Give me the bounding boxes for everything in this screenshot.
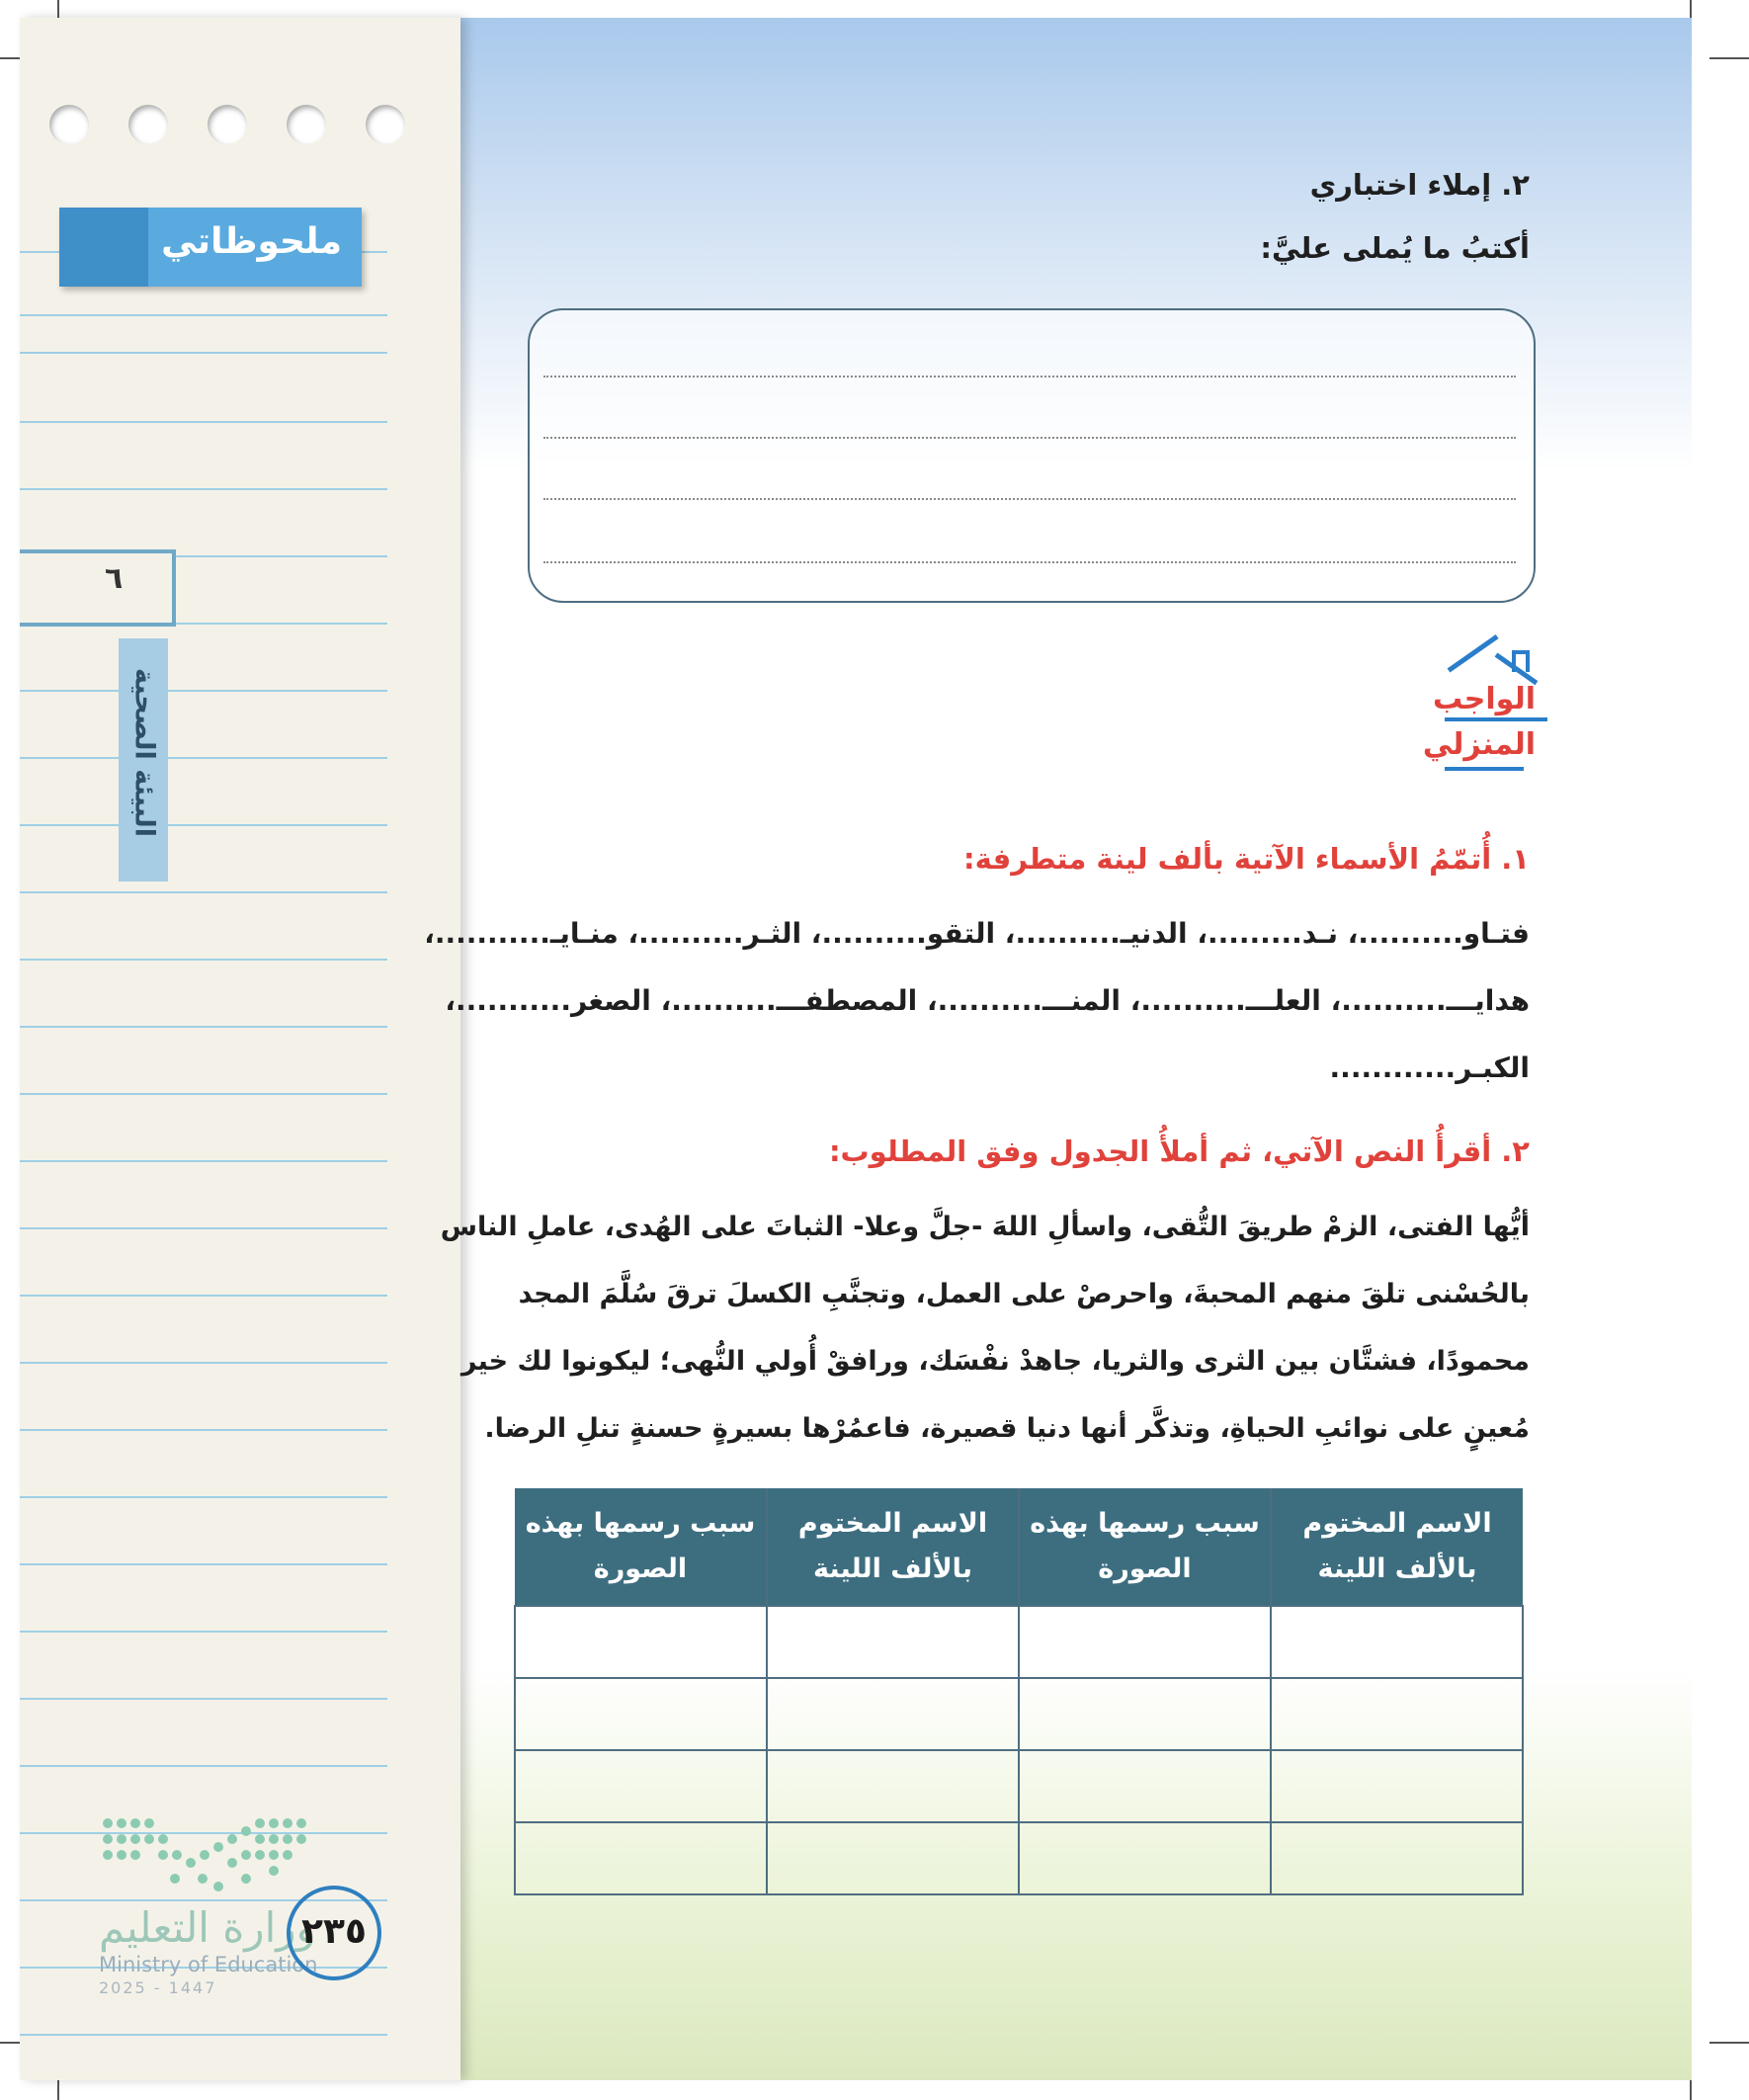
writing-line: [543, 376, 1516, 378]
table-cell[interactable]: [1019, 1678, 1271, 1750]
binder-hole: [366, 105, 405, 144]
ruled-line: [20, 1631, 387, 1633]
q2-paragraph-line: أيُّها الفتى، الزمْ طريقَ التُّقى، واسألِ اللهَ -جلَّ وعلا- الثباتَ على الهُدى، عاملِ الناس: [440, 1212, 1530, 1242]
table-row: [515, 1750, 1523, 1822]
ministry-name-arabic: وزارة التعليم: [99, 1903, 316, 1952]
ruled-line: [20, 757, 387, 759]
binder-hole: [287, 105, 326, 144]
table-row: [515, 1606, 1523, 1678]
table-cell[interactable]: [767, 1822, 1019, 1894]
table-cell[interactable]: [1019, 1606, 1271, 1678]
writing-line: [543, 437, 1516, 439]
q1-word-line: الكبـر............: [1329, 1051, 1530, 1084]
answer-table: [514, 1488, 1524, 1895]
homework-badge: [1422, 652, 1540, 781]
table-row: [515, 1822, 1523, 1894]
ruled-line: [20, 824, 387, 826]
ruled-line: [20, 1362, 387, 1364]
notes-label: ملحوظاتي: [161, 221, 342, 262]
ruled-line: [20, 1832, 387, 1834]
writing-line: [543, 561, 1516, 563]
ruled-line: [20, 488, 387, 490]
ruled-line: [20, 1227, 387, 1229]
table-header-cell: الاسم المختوم بالألف اللينة: [767, 1488, 1019, 1606]
table-header-row: [515, 1488, 1523, 1606]
q1-word-line: فتـاو..........، نـد.........، الدنيـ..........، التقو..........، الثـر..........، منـايـ...........،: [424, 917, 1530, 950]
ruled-line: [20, 1295, 387, 1297]
notes-tab: [59, 208, 362, 287]
crop-mark: [1709, 2042, 1749, 2044]
ruled-line: [20, 1093, 387, 1095]
table-cell[interactable]: [515, 1822, 767, 1894]
writing-line: [543, 498, 1516, 500]
table-cell[interactable]: [1271, 1678, 1523, 1750]
ruled-line: [20, 314, 387, 316]
page-number-circle: [287, 1886, 381, 1980]
dictation-heading: ٢. إملاء اختباري: [1309, 168, 1530, 202]
ruled-line: [20, 352, 387, 354]
homework-label-line2: المنزلي: [1422, 727, 1536, 762]
q2-paragraph-line: محمودًا، فشتَّان بين الثرى والثريا، جاهدْ نفْسَك، ورافقْ أُولي النُّهى؛ ليكونوا لك خير: [460, 1346, 1530, 1377]
table-cell[interactable]: [767, 1750, 1019, 1822]
unit-number: ٦: [105, 561, 124, 596]
ruled-line: [20, 959, 387, 961]
homework-label-line1: الواجب: [1432, 682, 1536, 716]
ruled-line: [20, 1563, 387, 1565]
ruled-line: [20, 421, 387, 423]
table-header-cell: سبب رسمها بهذه الصورة: [515, 1488, 767, 1606]
ministry-year: 2025 - 1447: [99, 1978, 217, 1997]
ruled-line: [20, 1160, 387, 1162]
table-cell[interactable]: [1271, 1606, 1523, 1678]
ruled-line: [20, 1496, 387, 1498]
ruled-line: [20, 690, 387, 692]
table-cell[interactable]: [1271, 1750, 1523, 1822]
table-cell[interactable]: [1019, 1822, 1271, 1894]
table-cell[interactable]: [767, 1678, 1019, 1750]
table-cell[interactable]: [1271, 1822, 1523, 1894]
table-cell[interactable]: [515, 1606, 767, 1678]
ministry-name-english: Ministry of Education: [99, 1953, 318, 1976]
dictation-instruction: أكتبُ ما يُملى عليَّ:: [1260, 231, 1530, 265]
unit-number-box: [20, 549, 176, 627]
q1-word-line: هدايـــ..........، العلـــ..........، المنـــ..........، المصطفـــ..........، الصغر...........،: [445, 984, 1530, 1017]
binder-hole: [128, 105, 168, 144]
notes-sidebar: [20, 18, 460, 2080]
homework-q2-heading: ٢. أقرأُ النص الآتي، ثم أملأُ الجدول وفق المطلوب:: [828, 1134, 1530, 1168]
binder-hole: [208, 105, 247, 144]
ruled-line: [20, 1765, 387, 1767]
table-row: [515, 1678, 1523, 1750]
table-cell[interactable]: [1019, 1750, 1271, 1822]
q2-paragraph-line: مُعينٍ على نوائبِ الحياةِ، وتذكَّر أنها دنيا قصيرة، فاعمُرْها بسيرةٍ حسنةٍ تنلِ الرضا.: [484, 1413, 1530, 1444]
ruled-line: [20, 891, 387, 893]
table-cell[interactable]: [515, 1750, 767, 1822]
binder-hole: [49, 105, 89, 144]
dictation-writing-box[interactable]: [528, 308, 1536, 603]
page-number: ٢٣٥: [301, 1911, 367, 1952]
table-cell[interactable]: [515, 1678, 767, 1750]
table-header-cell: الاسم المختوم بالألف اللينة: [1271, 1488, 1523, 1606]
ruled-line: [20, 2034, 387, 2036]
ruled-line: [20, 1698, 387, 1700]
crop-mark: [1709, 57, 1749, 59]
homework-q1-heading: ١. أُتمّمُ الأسماء الآتية بألف لينة متطرفة:: [963, 842, 1530, 876]
unit-ribbon: [119, 638, 168, 882]
unit-title: البيئة الصحية: [128, 667, 160, 838]
table-header-cell: سبب رسمها بهذه الصورة: [1019, 1488, 1271, 1606]
table-cell[interactable]: [767, 1606, 1019, 1678]
ruled-line: [20, 1026, 387, 1028]
ruled-line: [20, 1429, 387, 1431]
q2-paragraph-line: بالحُسْنى تلقَ منهم المحبةَ، واحرصْ على العمل، وتجنَّبِ الكسلَ ترقَ سُلَّمَ المجد: [518, 1279, 1530, 1309]
